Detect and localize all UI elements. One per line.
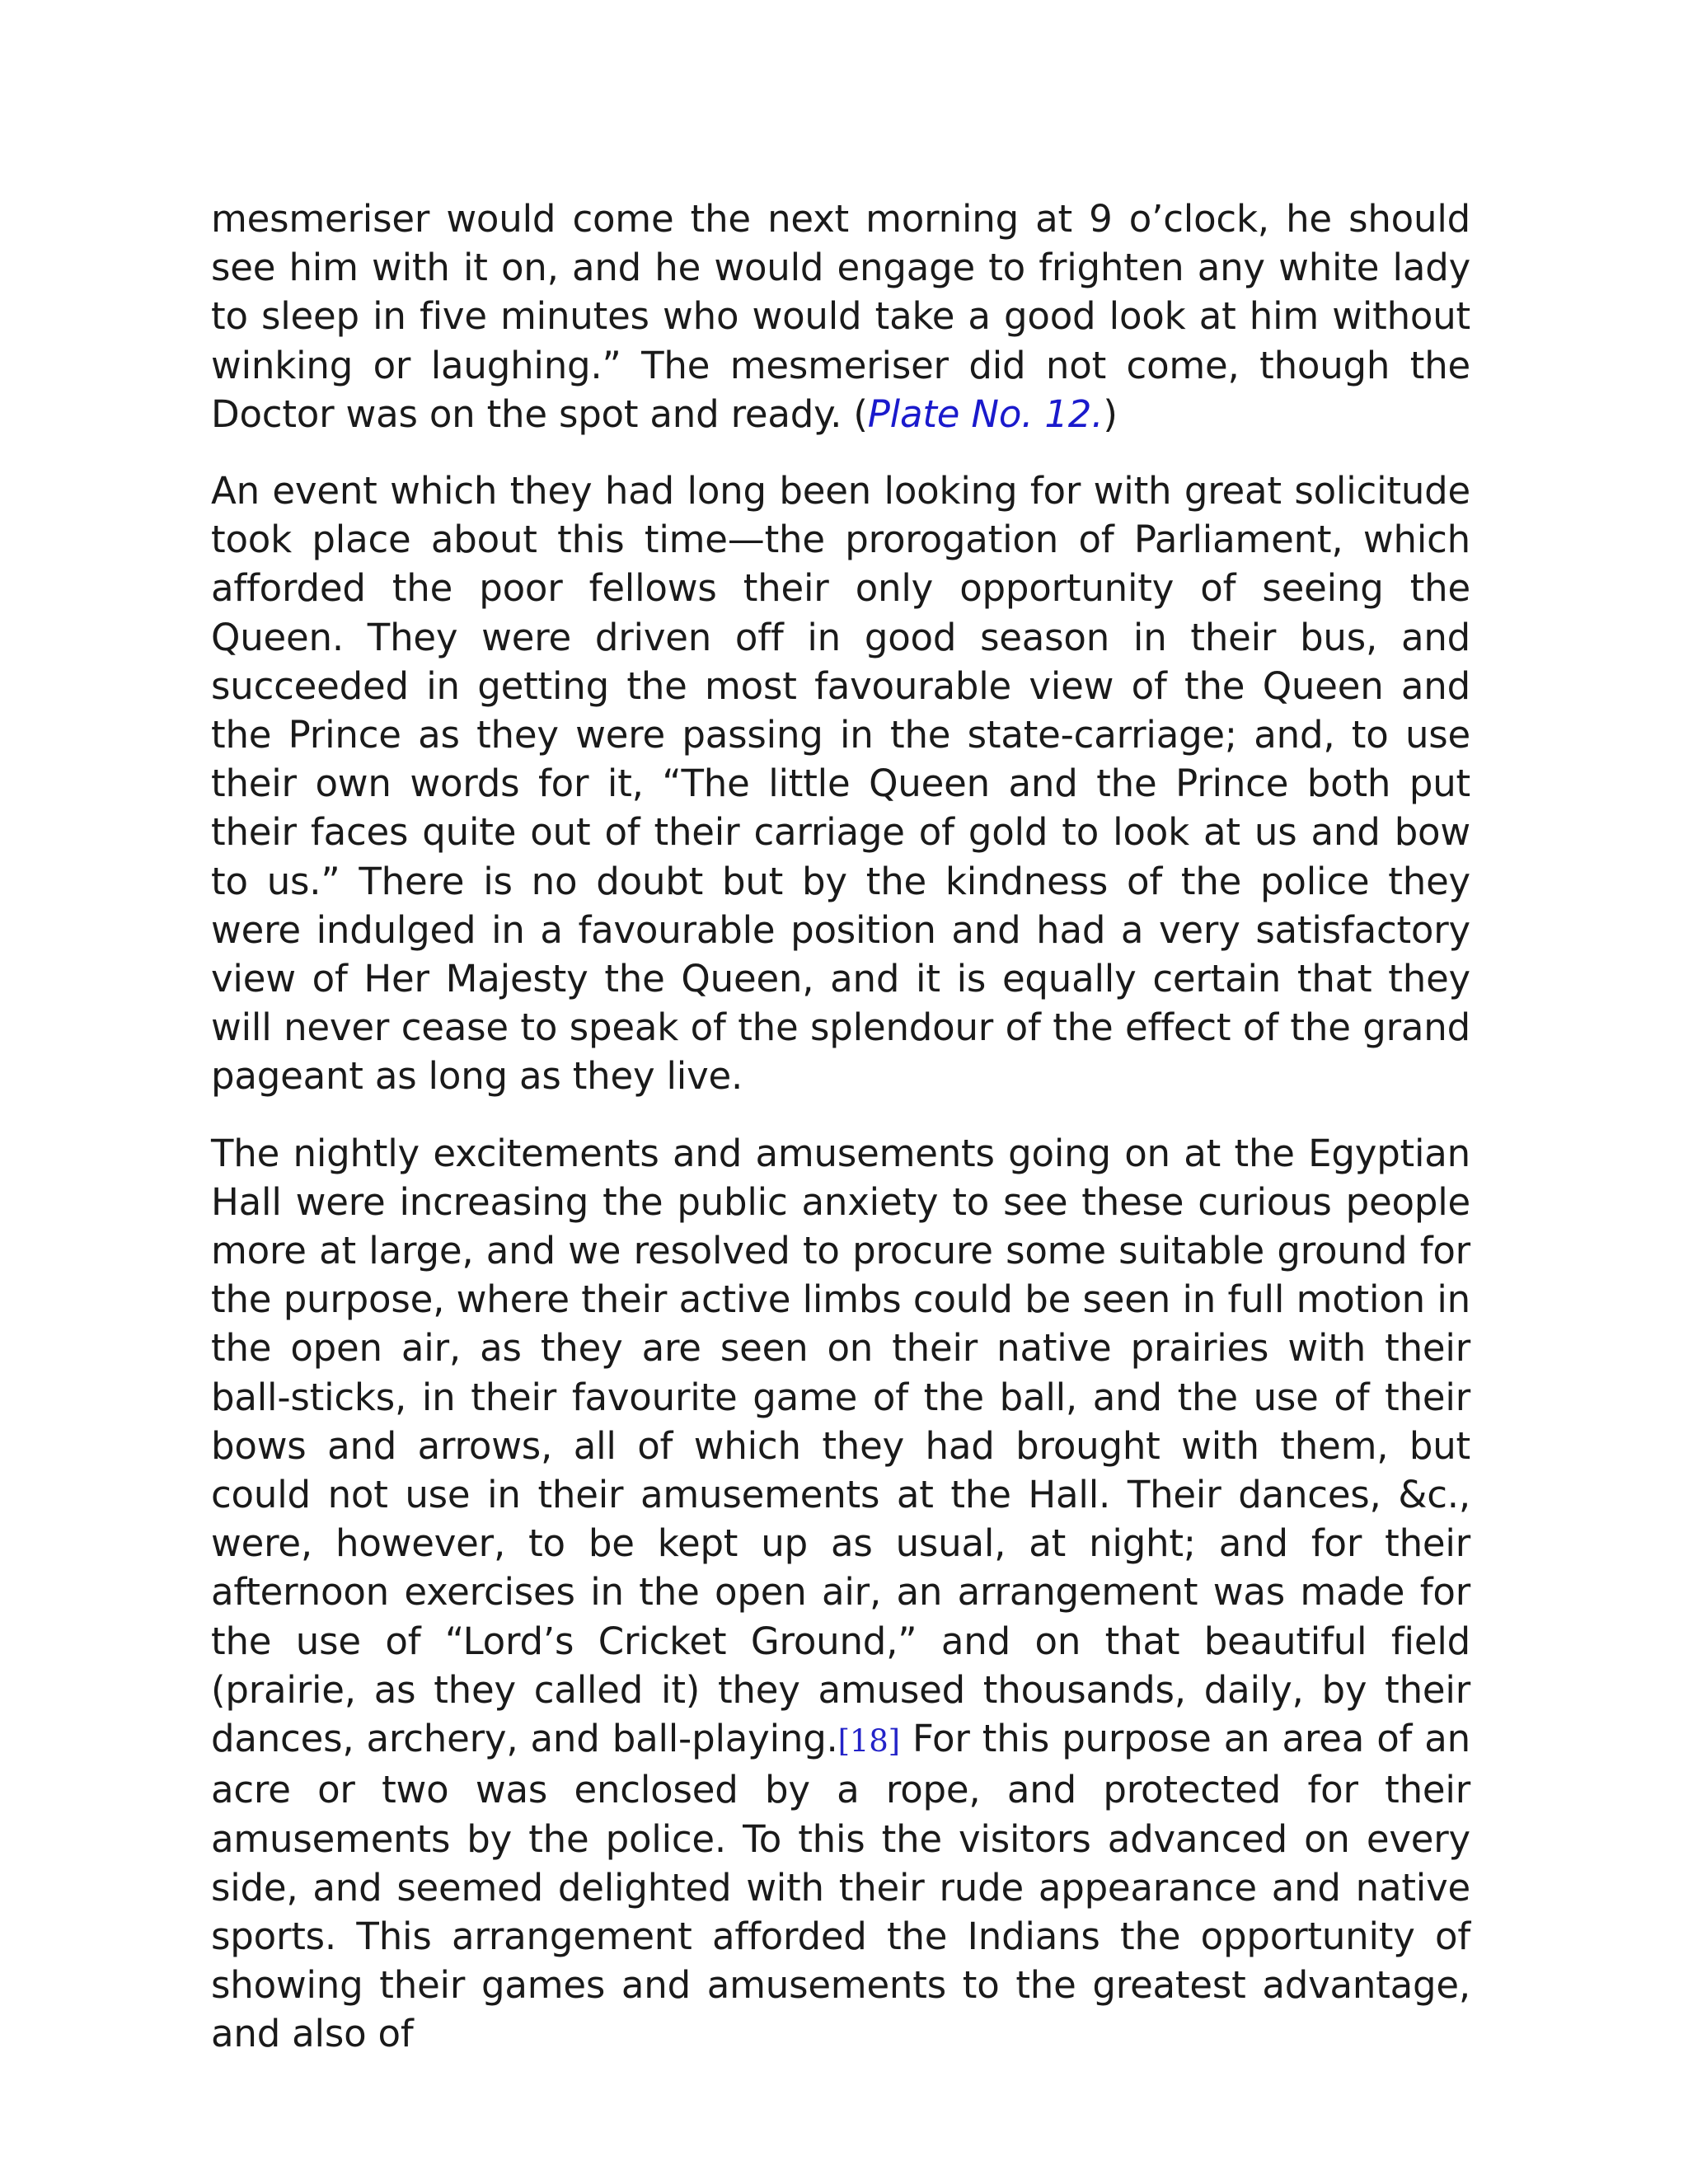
paragraph-text-after: For this purpose an area of an acre or two was enclosed by a rope, and protected for their amusements by the police. To this the visitors advanced on every side, and seemed delighted with their rude appearance and native sports. This arrangement afforded the Indians the opportunity of showing their games and amusements to the greatest advantage, and also of [211, 1717, 1470, 2056]
footnote-link[interactable]: [18] [837, 1723, 900, 1760]
paragraph-text: The nightly excitements and amusements going on at the Egyptian Hall were increasing the public anxiety to see these curious people more at large, and we resolved to procure some suitable ground for the purpose, where their active limbs could be seen in full motion in the open air, as they are seen on their native prairies with their ball-sticks, in their favourite game of the ball, and the use of their bows and arrows, all of which they had brought with them, but could not use in their amusements at the Hall. Their dances, &c., were, however, to be kept up as usual, at night; and for their afternoon exercises in the open air, an arrangement was made for the use of “Lord’s Cricket Ground,” and on that beautiful field (prairie, as they called it) they amused thousands, daily, by their dances, archery, and ball-playing. [211, 1131, 1470, 1761]
paragraph-text-after: ) [1103, 391, 1118, 436]
paragraph-text: mesmeriser would come the next morning at 9 o’clock, he should see him with it on, and he would engage to frighten any white lady to sleep in five minutes who would take a good look at him without winking or laughing.” The mesmeriser did not come, though the Doctor was on the spot and ready. ( [211, 197, 1470, 436]
paragraph-cricket-ground [211, 1129, 1470, 2059]
plate-link[interactable]: Plate No. 12. [867, 391, 1104, 436]
paragraph-mesmeriser [211, 194, 1470, 438]
paragraph-prorogation [211, 466, 1470, 1101]
paragraph-text: An event which they had long been looking for with great solicitude took place about this time—the prorogation of Parliament, which afforded the poor fellows their only opportunity of seeing the Queen. They were driven off in good season in their bus, and succeeded in getting the most favourable view of the Queen and the Prince as they were passing in the state-carriage; and, to use their own words for it, “The little Queen and the Prince both put their faces quite out of their carriage of gold to look at us and bow to us.” There is no doubt but by the kindness of the police they were indulged in a favourable position and had a very satisfactory view of Her Majesty the Queen, and it is equally certain that they will never cease to speak of the splendour of the effect of the grand pageant as long as they live. [211, 469, 1470, 1099]
page-body [211, 194, 1470, 2087]
